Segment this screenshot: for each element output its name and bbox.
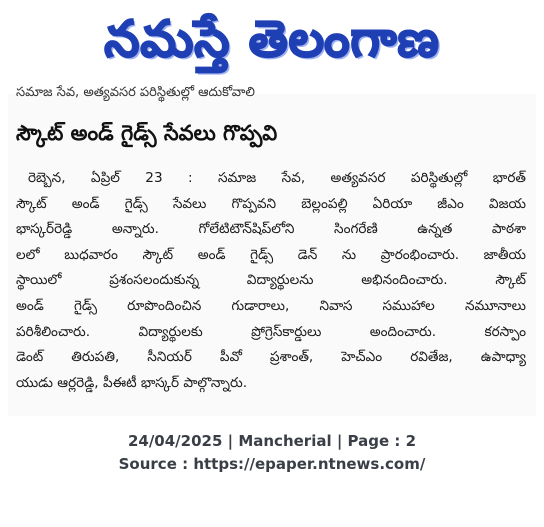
article-line: స్థాయిలో ప్రశంసలందుకున్న విద్యార్థులను అభినందించారు. స్కౌట్ bbox=[16, 272, 526, 289]
footer bbox=[0, 430, 544, 476]
article-clipping bbox=[8, 85, 536, 416]
article-body bbox=[16, 166, 526, 396]
masthead bbox=[0, 0, 544, 90]
previous-article-cut-line: సమాజ సేవ, అత్యవసర పరిస్థితుల్లో ఆదుకోవాలి bbox=[16, 85, 255, 100]
article-line: యుడు ఆర్లరెడ్డి, పీఈటీ భాస్కర్ పాల్గొన్నారు. bbox=[16, 374, 248, 391]
article-line: డెంట్ తిరుపతి, సీనియర్ పీవో ప్రశాంత్, హెచ్ఎం రవితేజ, ఉపాధ్యా bbox=[16, 349, 526, 366]
edition-info: 24/04/2025 | Mancherial | Page : 2 bbox=[127, 432, 417, 450]
newspaper-logo-title: నమస్తే తెలంగాణ bbox=[104, 9, 440, 68]
source-link[interactable]: Source : https://epaper.ntnews.com/ bbox=[118, 455, 426, 473]
article-line: రెబ్బెన, ఏప్రిల్ 23 : సమాజ సేవ, అత్యవసర పరిస్థితుల్లో భారత్ bbox=[28, 170, 526, 186]
article-line: భాస్కర్‌రెడ్డి అన్నారు. గోలేటిటౌన్‌షిప్‌లోని సింగరేణి ఉన్నత పాఠశా bbox=[16, 221, 526, 238]
article-headline: స్కౌట్ అండ్ గైడ్స్ సేవలు గొప్పవి bbox=[16, 121, 278, 145]
article-line: స్కౌట్ అండ్ గైడ్స్ సేవలు గొప్పవని బెల్లంపల్లి ఏరియా జీఎం విజయ bbox=[16, 195, 526, 212]
article-line: అండ్ గైడ్స్ రూపొందించిన గుడారాలు, నివాస సముహాల నమూనాలు bbox=[16, 297, 526, 314]
article-line: పరిశీలించారు. విద్యార్థులకు ప్రోగ్రెస్‌కార్డులు అందించారు. కరస్పాం bbox=[16, 323, 526, 340]
article-line: లలో బుధవారం స్కౌట్ అండ్ గైడ్స్ డెన్ ను ప్రారంభించారు. జాతీయ bbox=[16, 246, 526, 263]
